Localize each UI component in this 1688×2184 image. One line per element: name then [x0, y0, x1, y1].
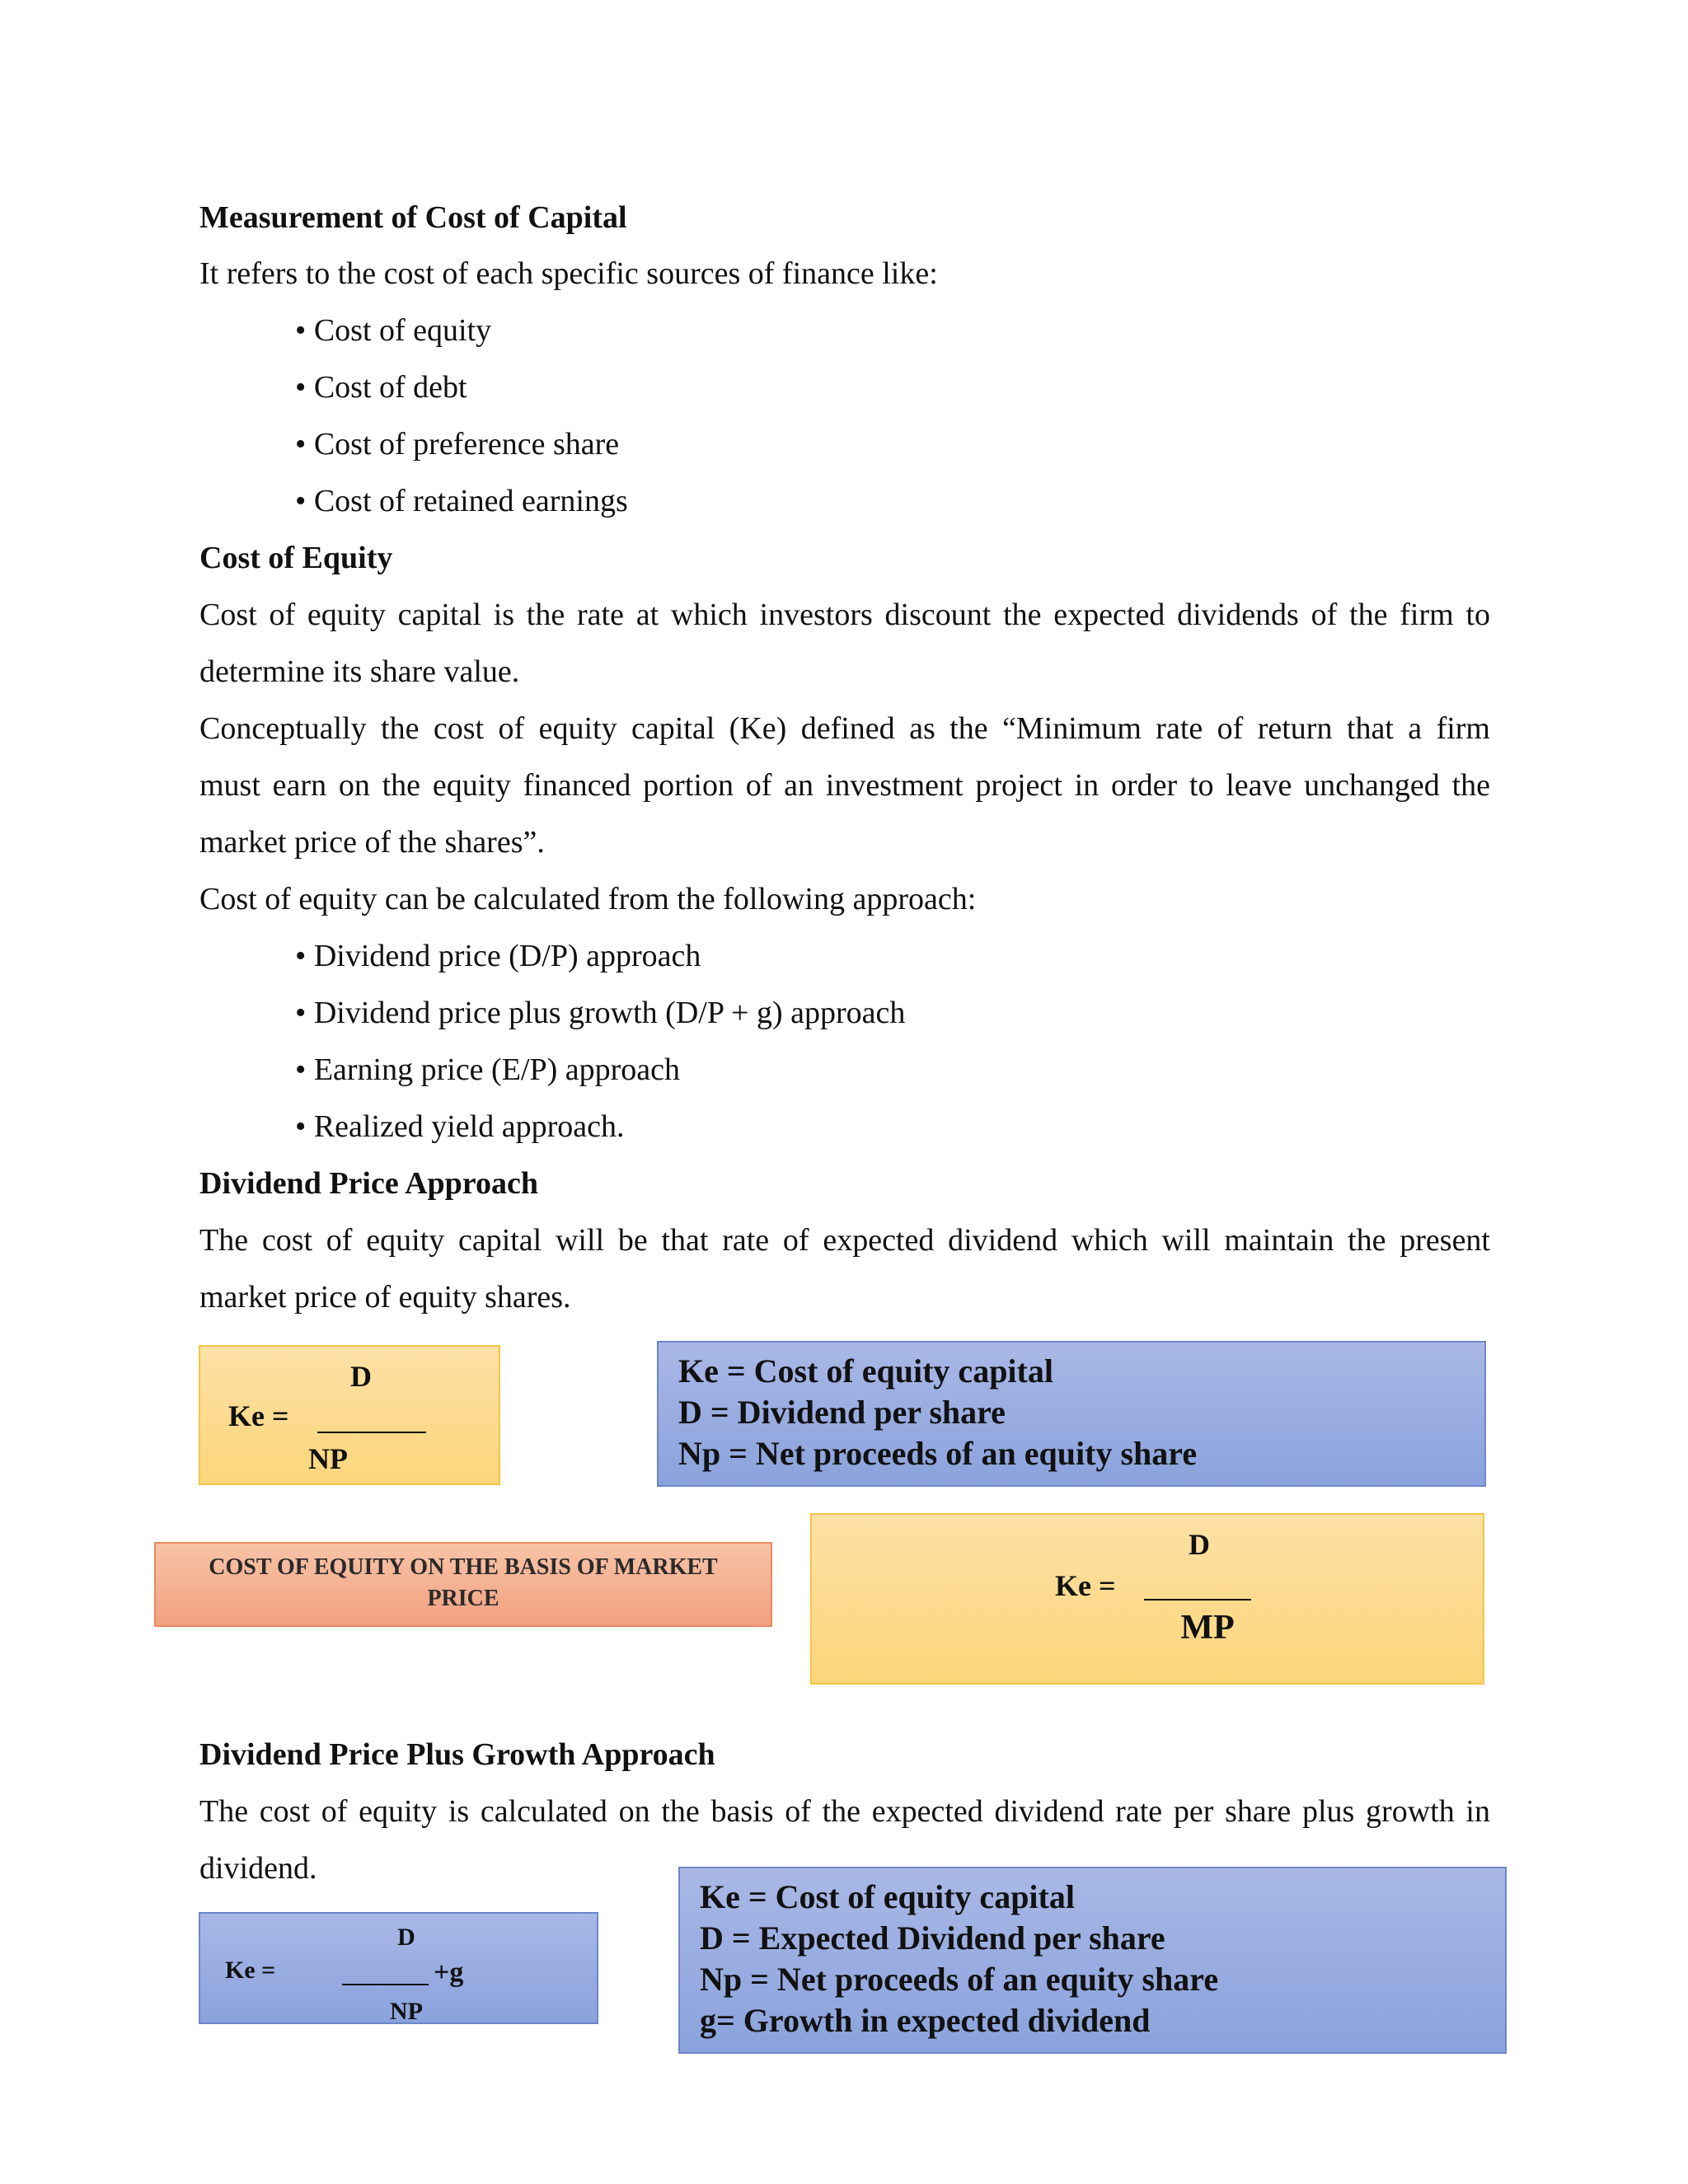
- list-item: • Dividend price (D/P) approach: [295, 939, 701, 973]
- formula-box-mp: [810, 1513, 1484, 1685]
- definition-item: D = Expected Dividend per share: [700, 1919, 1165, 1957]
- paragraph-line: must earn on the equity financed portion of an investment project in order to leave unchanged the: [199, 768, 1490, 803]
- formula-box-np: [199, 1345, 500, 1485]
- heading-dividend-price: Dividend Price Approach: [199, 1166, 538, 1201]
- list-item: • Earning price (E/P) approach: [295, 1052, 681, 1087]
- definition-item: Ke = Cost of equity capital: [700, 1878, 1075, 1915]
- formula-suffix: +g: [434, 1957, 464, 1988]
- fraction-bar: [1144, 1599, 1251, 1601]
- paragraph-line: Cost of equity capital is the rate at which investors discount the expected dividends of the firm to: [199, 598, 1490, 632]
- formula-numerator: D: [350, 1360, 372, 1393]
- fraction-bar: [342, 1984, 429, 1985]
- list-item: • Cost of equity: [295, 313, 492, 348]
- formula-box-growth: [199, 1912, 598, 2024]
- definitions-box: [678, 1867, 1507, 2054]
- formula-lhs: Ke =: [228, 1399, 289, 1432]
- formula-denominator: MP: [1180, 1609, 1235, 1647]
- definition-item: g= Growth in expected dividend: [700, 2002, 1151, 2039]
- paragraph-line: dividend.: [199, 1851, 317, 1886]
- measurement-intro: It refers to the cost of each specific sources of finance like:: [199, 256, 938, 291]
- paragraph-line: market price of the shares”.: [199, 825, 545, 860]
- paragraph-line: The cost of equity is calculated on the basis of the expected dividend rate per share plus growth in: [199, 1794, 1490, 1829]
- definition-item: Np = Net proceeds of an equity share: [678, 1435, 1198, 1472]
- list-item: • Cost of preference share: [295, 427, 620, 462]
- fraction-bar: [317, 1432, 426, 1433]
- heading-measurement: Measurement of Cost of Capital: [199, 200, 627, 235]
- market-price-label-box: [154, 1542, 772, 1627]
- definition-item: Ke = Cost of equity capital: [678, 1352, 1053, 1390]
- paragraph-line: Conceptually the cost of equity capital (Ke) defined as the “Minimum rate of return that a firm: [199, 711, 1490, 746]
- paragraph-line: market price of equity shares.: [199, 1280, 571, 1315]
- formula-numerator: D: [397, 1924, 415, 1951]
- definition-item: D = Dividend per share: [678, 1394, 1006, 1431]
- list-item: • Realized yield approach.: [295, 1109, 625, 1144]
- formula-numerator: D: [1189, 1528, 1210, 1561]
- definitions-box: [657, 1341, 1486, 1487]
- paragraph-line: The cost of equity capital will be that rate of expected dividend which will maintain the present: [199, 1223, 1490, 1258]
- list-item: • Cost of retained earnings: [295, 484, 628, 518]
- definition-item: Np = Net proceeds of an equity share: [700, 1961, 1219, 1998]
- heading-cost-of-equity: Cost of Equity: [199, 541, 393, 575]
- list-item: • Dividend price plus growth (D/P + g) approach: [295, 996, 906, 1030]
- list-item: • Cost of debt: [295, 370, 467, 405]
- approach-intro: Cost of equity can be calculated from the following approach:: [199, 882, 977, 916]
- formula-lhs: Ke =: [1055, 1569, 1116, 1602]
- market-price-label: COST OF EQUITY ON THE BASIS OF MARKET PRICE: [209, 1554, 718, 1611]
- heading-growth: Dividend Price Plus Growth Approach: [199, 1737, 715, 1772]
- formula-lhs: Ke =: [225, 1957, 276, 1984]
- formula-denominator: NP: [308, 1442, 348, 1475]
- paragraph-line: determine its share value.: [199, 654, 520, 689]
- formula-denominator: NP: [390, 1998, 423, 2022]
